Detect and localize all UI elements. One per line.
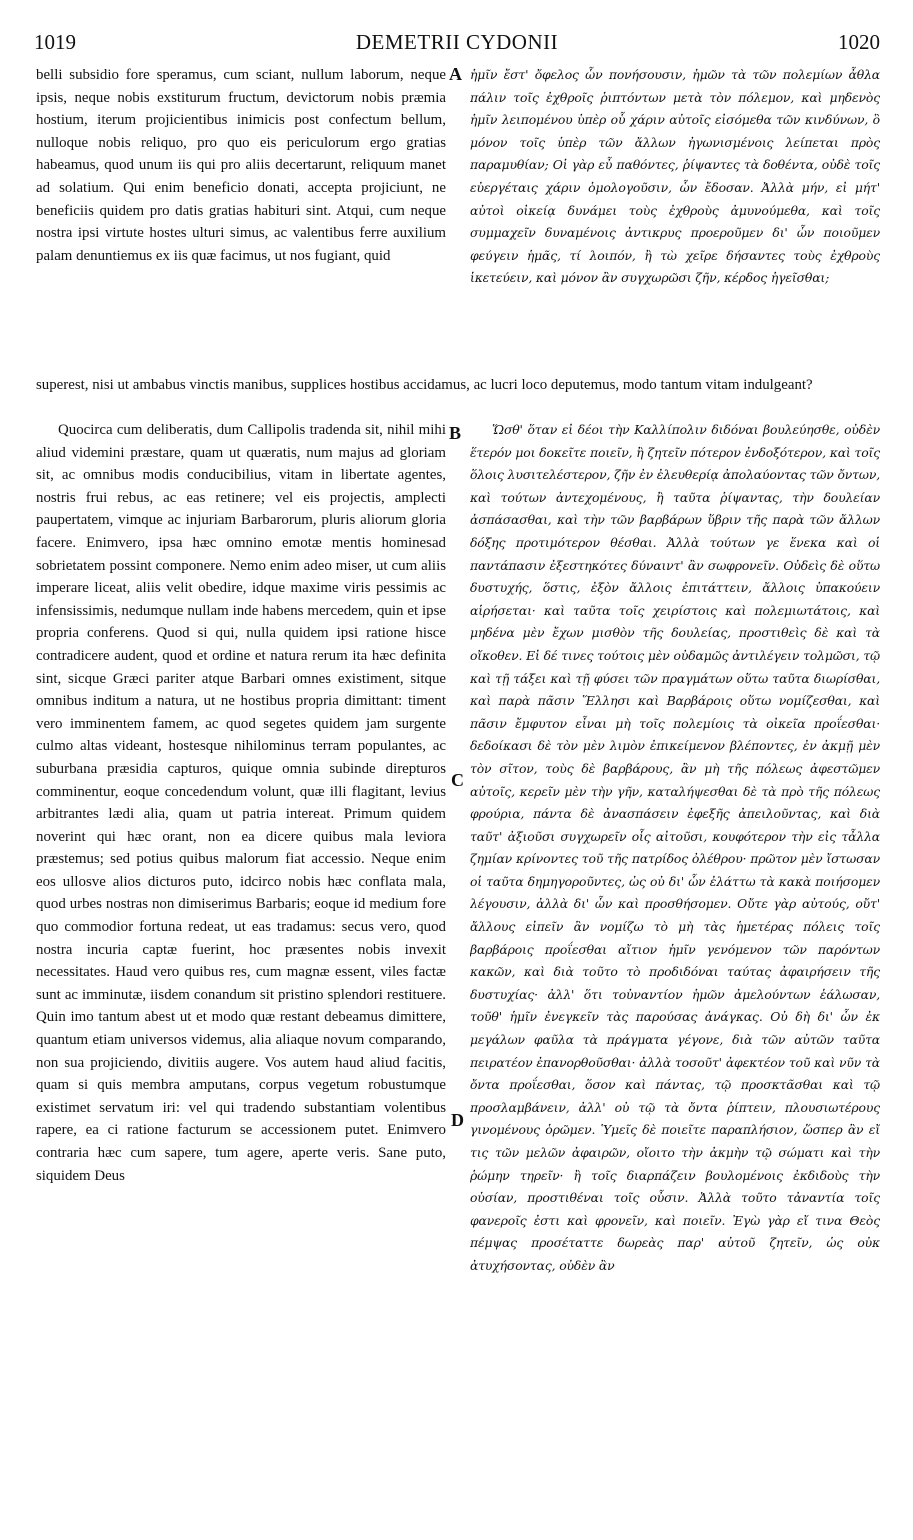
page-number-left: 1019 [34, 30, 76, 54]
section-marker-d: D [451, 1110, 464, 1130]
latin-full-width-line [36, 374, 880, 397]
latin-paragraph-continuation: superest, nisi ut ambabus vinctis manibus, supplices hostibus accidamus, ac lucri loco deputemus, modo tantum vitam indulgeant? [36, 377, 813, 393]
greek-paragraph-main: Ὥσθ' ὅταν εἰ δέοι τὴν Καλλίπολιν διδόναι βουλεύησθε, οὐδὲν ἕτερόν μοι δοκεῖτε ποιεῖν, ἢ ζητεῖν πότερον ἐνδοξότερον, καὶ τοῖς ὅλοις λυσιτελέστερον, ζῆν ἐν ἐλευθερίᾳ ἀπολαύοντας τῶν ὄντων, καὶ τούτων ἀντεχομένους, ἢ ταῦτα ῥίψαντας, τὴν δουλείαν ἀσπάσασθαι, καὶ τὴν τῶν βαρβάρων ὕβριν τῆς παρὰ τῶν ἄλλων δόξης προτιμότερον θέσθαι. Ἀλλὰ τούτων γε ἕνεκα καὶ οἱ παντάπασιν ἐξεστηκότες δύναιντ' ἂν σωφρονεῖν. Οὐδεὶς δὲ οὕτω δυστυχής, ὅστις, ἐξὸν ἄλλοις ἐπιτάττειν, ἄλλοις ὑπακούειν αἱρήσεται· καὶ ταῦτα τοῖς χειρίστοις καὶ πολεμιωτάτοις, καὶ μηδένα μὲν ἔχων μισθὸν τῆς δουλείας, προστιθεὶς δὲ καὶ τὰ οἴκοθεν. Εἰ δέ τινες τούτοις μὲν οὐδαμῶς ἀντιλέγειν τολμῶσι, τῷ καὶ τῇ τάξει καὶ τῇ φύσει τῶν πραγμάτων οὕτω ταῦτα διωρίσθαι, καὶ παρὰ πᾶσιν Ἕλλησι καὶ Βαρβάροις οὕτω νομίζεσθαι, καὶ πᾶσιν ἔμφυτον εἶναι μὴ τοῖς πολεμίοις τὰ οἰκεῖα προΐεσθαι· δεδοίκασι δὲ τὸν μὲν λιμὸν ἐπικείμενον βλέποντες, ἐν ἀκμῇ μὲν τὸν σῖτον, τοὺς δὲ βαρβάρους, ἂν μὴ τῆς πόλεως ἀφεστῶμεν αὐτοῖς, κερεῖν μὲν τὴν γῆν, καταλήψεσθαι δὲ τὰ πρὸ τῆς πόλεως φρούρια, πάντα δὲ ἀνασπάσειν ἐφεξῆς ἀπειλοῦντας, καὶ διὰ ταῦτ' ἀξιοῦσι συγχωρεῖν οἷς αἰτοῦσι, κουφότερον τὴν εἰς τἆλλα ζημίαν κρίνοντες τοῦ τῆς πατρίδος ὀλέθρου· πρῶτον μὲν ἴστωσαν οἱ ταῦτα δημηγοροῦντες, ὡς οὐ δι' ὧν ἐλάττω τὰ κακὰ ποιήσομεν λέγουσιν, ἀλλὰ δι' ὧν καὶ προσθήσομεν. Οὔτε γὰρ αὐτούς, οὔτ' ἄλλους εἰπεῖν ἂν νομίζω τὸ μὴ τὰς ἡμετέρας πόλεις τοῖς βαρβάροις προΐεσθαι αἴτιον ἡμῖν γενόμενον τῶν παρόντων κακῶν, καὶ διὰ τοῦτο τὸ προδιδόναι ταύτας ἀφαιρήσειν τῆς δυστυχίας· ἀλλ' ὅτι τοὐναντίον ἡμῶν ἀμελούντων ἑάλωσαν, τοῦθ' ἡμῖν ἐνεγκεῖν τὰς παρούσας ἀνάγκας. Οὐ δὴ δι' ὧν ἐκ μεγάλων φαῦλα τὰ πράγματα γέγονε, διὰ τῶν αὐτῶν ταῦτα πειρατέον ἐπανορθοῦσθαι· ἀλλὰ τοσοῦτ' ἀφεκτέον τοῦ καὶ νῦν τὰ ὄντα προΐεσθαι, ὅσον καὶ πάντας, τῷ προσκτᾶσθαι καὶ τῷ προσλαμβάνειν, ἀλλ' οὐ τῷ τὰ ὄντα ῥίπτειν, πλουσιωτέρους γινομένους ὁρῶμεν. Ὑμεῖς δὲ ποιεῖτε παραπλήσιον, ὥσπερ ἂν εἴ τις τῶν μελῶν ἀφαιρῶν, οἴοιτο τὴν ἀκμὴν τῷ σώματι καὶ τὴν ῥώμην τηρεῖν· ἢ τοῖς διαρπάζειν βουλομένοις ἐκδιδοὺς τὴν οὐσίαν, προστιθέναι τοῖς οὖσιν. Ἀλλὰ τοῦτο τἀναντία τοῖς φανεροῖς ἐστι καὶ φρονεῖν, καὶ ποιεῖν. Ἐγὼ γὰρ εἴ τινα Θεὸς πέμψας προσέταττε δωρεὰς παρ' αὐτοῦ ζητεῖν, ὡς οὐκ ἀτυχήσοντας, οὐδὲν ἂν [470, 422, 880, 1273]
latin-column-main [36, 419, 446, 1187]
running-title: DEMETRII CYDONII [355, 30, 559, 54]
latin-column-top [36, 64, 446, 267]
section-marker-a: A [449, 64, 462, 84]
greek-column-top [470, 64, 880, 290]
greek-paragraph-top: ἡμῖν ἔστ' ὄφελος ὧν πονήσουσιν, ἡμῶν τὰ τῶν πολεμίων ἆθλα πάλιν τοῖς ἐχθροῖς ῥιπτόντων μετὰ τὸν πόλεμον, καὶ μηδενὸς ἡμῖν λειπομένου ὑπὲρ οὗ χάριν αὐτοῖς εἰσόμεθα τῶν κινδύνων, ὃ μόνον τοῖς ὑπὲρ τῶν ἄλλων ἠγωνισμένοις λείπεται πρὸς παραμυθίαν; Οἱ γὰρ εὖ παθόντες, ῥίψαντες τὰ δοθέντα, οὐδὲ τοῖς εὐεργέταις χάριν ὁμολογοῦσιν, ὧν ἔδοσαν. Ἀλλὰ μήν, εἰ μήτ' αὐτοὶ οἰκείᾳ δυνάμει τοὺς ἐχθροὺς ἀμυνούμεθα, καὶ τοῖς συμμαχεῖν δυναμένοις ἀντικρυς προεροῦμεν δι' ὧν ποιοῦμεν φεύγειν ἡμᾶς, τί λοιπόν, ἢ τὼ χεῖρε δήσαντες τοὺς ἐχθροὺς ἱκετεύειν, καὶ μόνον ἂν συγχωρῶσι ζῆν, κέρδος ἡγεῖσθαι; [470, 67, 880, 286]
latin-paragraph-main: Quocirca cum deliberatis, dum Callipolis tradenda sit, nihil mihi aliud videmini præstare, quam ut quæratis, num majus ad gloriam sit, ac omnibus modis conducibilius, vitam in libertate agentes, nostris frui rebus, ac eas retinere; vel eis projectis, amplecti paupertatem, vimque ac injuriam Barbarorum, pluris aliorum gloria facere. Enimvero, ipsa hæc omnino emotæ mentis hominesad sobrietatem possint componere. Nemo enim adeo miser, ut cum aliis imperare liceat, aliis velit obedire, idque maxime viris pessimis ac infensissimis, nedumque nullam inde habens mercedem, quin et ipse propria conferens. Quod si qui, nulla quidem ipsi ratione hisce contradicere audent, quod et ordine et natura rerum ita hæc definita sint, sicque Græci pariter atque Barbari omnes existiment, sitque omnibus inditum a natura, ut ne hostibus propria dimittant: timent vero imminentem famem, ac quod segetes quidem jam surgente culmo altas videant, hostesque nihilominus terram populantes, ac suburbana præsidia capturos, quique omnia subinde direpturos comminentur, eoque concedendum volunt, quæ illi flagitant, levius arbitrantes lædi alia, quam ut patria intereat. Primum quidem noverint qui hæc orant, non ea dicere quibus mala leviora præstemus; sed potius quibus malorum fiat accessio. Neque enim eos ullosve alios dicturos puto, idcirco nobis hæc conflata mala, quod urbes nostras non dimiserimus Barbaris; eoque id medium fore quo commodior fortuna redeat, ut eas tradamus: secus vero, quod nostra incuria captæ fuerint, hoc præsentes nobis invexit necessitates. Haud vero quibus res, cum magnæ essent, viles factæ sunt ac imminutæ, iisdem conandum sit pristino splendori restituere. Quin imo tantum abest ut et modo quæ restant debeamus dimittere, quantum etiam universos videmus, alia aliaque novum comparando, non sua projiciendo, divitiis augere. Vos autem haud aliud facitis, quam si quis membra amputans, corpus vegetum robustumque existimet servatum iri: vel qui tradendo substantiam volentibus rapere, ea ci ratione facturum se accessionem putet. Enimvero contraria hæc cum sapere, tum agere, aperte veris. Sane puto, siquidem Deus [36, 422, 446, 1184]
page-header [34, 30, 880, 64]
latin-paragraph-top: belli subsidio fore speramus, cum sciant, nullum laborum, neque ipsis, neque nobis exstiturum fructum, devictorum nobis præmia hostium, iterum projicientibus inimicis post confectum bellum, nulloque nobis reliquo, pro quo eis periculorum ergo gratias habeamus, quod unum iis qui pro aliis decertarunt, reliquum manet ad solatium. Qui enim beneficio donati, accepta projiciunt, ne beneficiis quidem pro datis gratias habituri sint. Atqui, cum neque nostra ipsi virtute hostes ulturi simus, ac valentibus ferre auxilium palam denuntiemus ex iis quæ facimus, ut nos fugiant, quid [36, 67, 446, 264]
section-marker-c: C [451, 770, 464, 790]
page-number-right: 1020 [838, 30, 880, 54]
greek-column-main [470, 419, 880, 1278]
section-marker-b: B [449, 423, 462, 443]
